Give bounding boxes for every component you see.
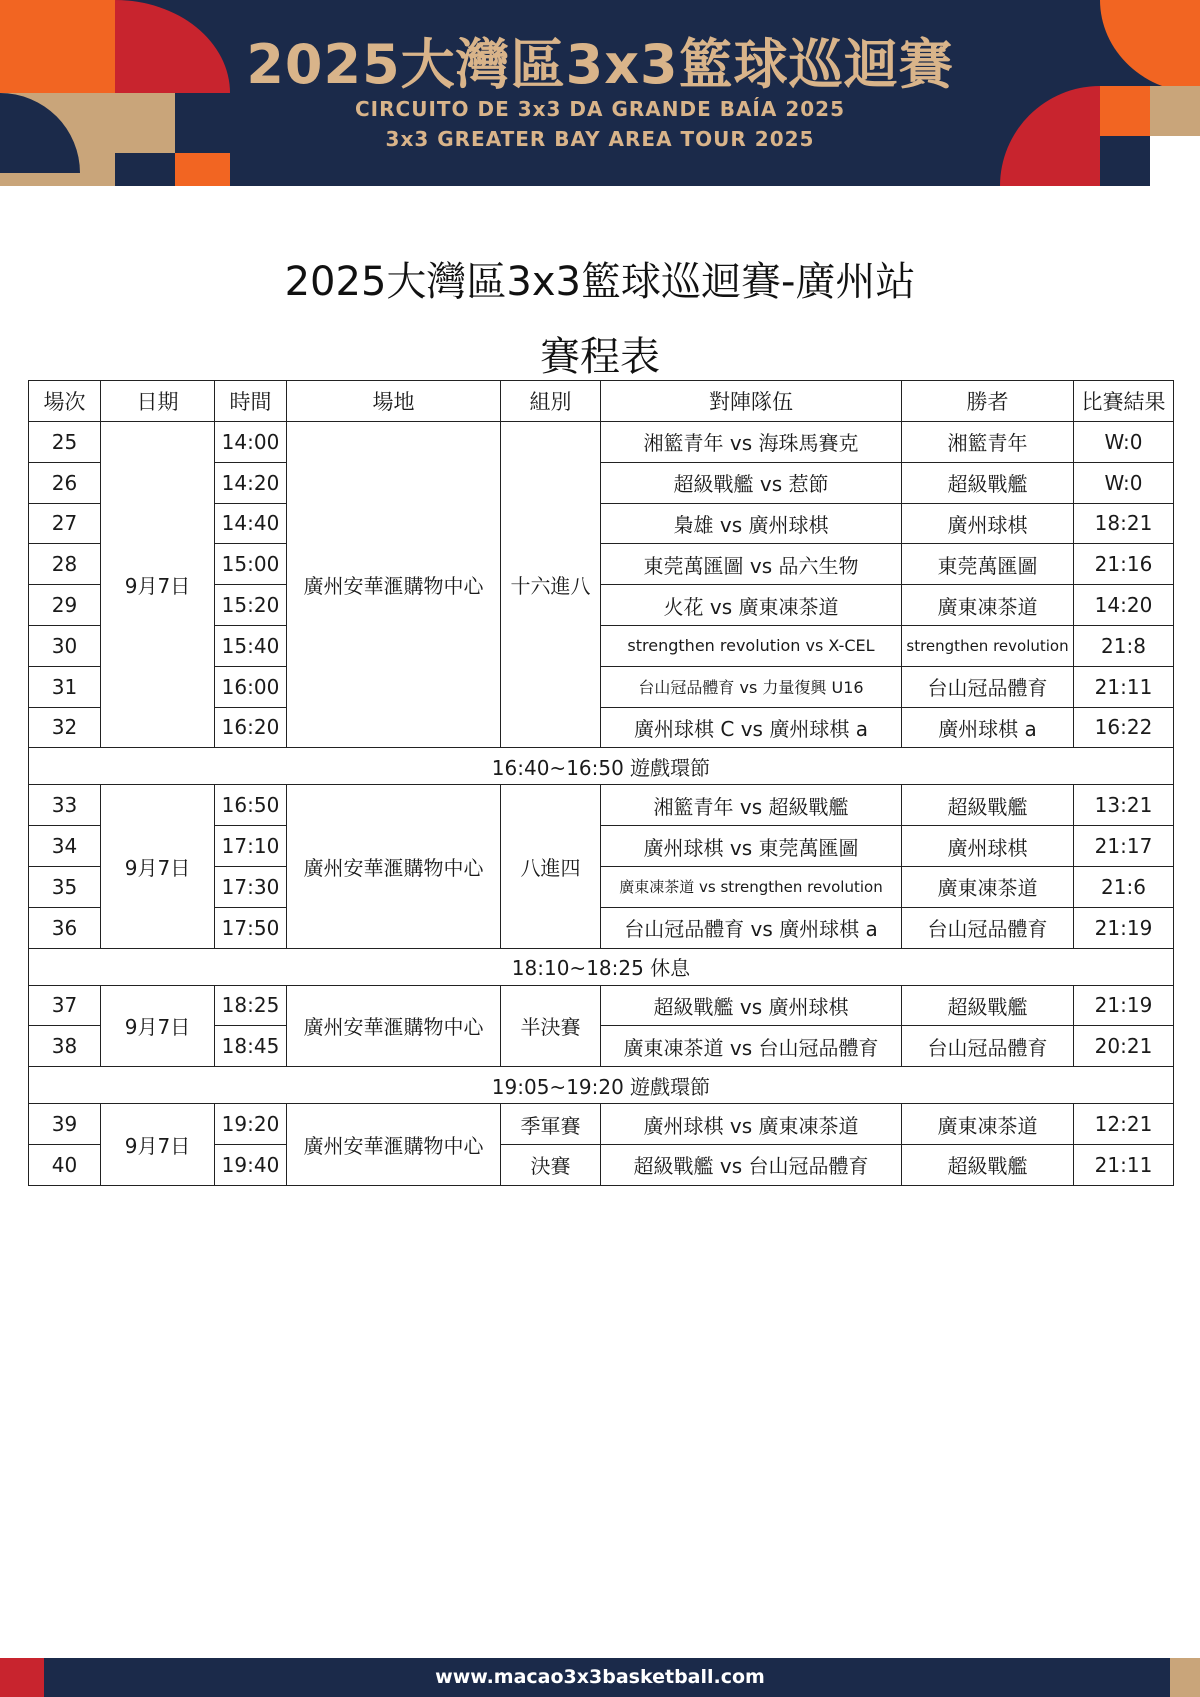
winner: strengthen revolution	[902, 625, 1074, 666]
group-cell: 半決賽	[501, 985, 601, 1067]
venue-cell: 廣州安華滙購物中心	[287, 785, 501, 948]
table-row	[29, 1104, 1174, 1145]
winner: 超級戰艦	[902, 985, 1074, 1026]
winner: 台山冠品體育	[902, 907, 1074, 948]
break-row	[29, 748, 1174, 785]
matchup: 超級戰艦 vs 台山冠品體育	[601, 1144, 902, 1185]
document-title: 2025大灣區3x3籃球巡迴賽-廣州站	[284, 259, 916, 305]
table-header-row	[29, 381, 1174, 422]
game-time: 15:20	[215, 585, 287, 626]
winner: 東莞萬匯圖	[902, 544, 1074, 585]
winner: 湘籃青年	[902, 422, 1074, 463]
game-number: 34	[29, 826, 101, 867]
game-number: 37	[29, 985, 101, 1026]
winner: 超級戰艦	[902, 785, 1074, 826]
game-number: 39	[29, 1104, 101, 1145]
matchup: 廣州球棋 vs 東莞萬匯圖	[601, 826, 902, 867]
venue-cell: 廣州安華滙購物中心	[287, 985, 501, 1067]
result: W:0	[1074, 462, 1174, 503]
game-number: 35	[29, 866, 101, 907]
matchup: 廣東凍茶道 vs 台山冠品體育	[601, 1026, 902, 1067]
winner: 超級戰艦	[902, 1144, 1074, 1185]
matchup: 廣州球棋 vs 廣東凍茶道	[601, 1104, 902, 1145]
matchup: 超級戰艦 vs 廣州球棋	[601, 985, 902, 1026]
schedule-table	[28, 380, 1174, 1186]
column-header: 日期	[101, 381, 215, 422]
column-header: 勝者	[902, 381, 1074, 422]
date-cell: 9月7日	[101, 985, 215, 1067]
document-subtitle: 賽程表	[540, 334, 660, 380]
game-number: 32	[29, 707, 101, 748]
table-row	[29, 422, 1174, 463]
venue-cell: 廣州安華滙購物中心	[287, 1104, 501, 1186]
result: 21:8	[1074, 625, 1174, 666]
winner: 台山冠品體育	[902, 666, 1074, 707]
result: 21:19	[1074, 985, 1174, 1026]
result: 21:16	[1074, 544, 1174, 585]
game-number: 29	[29, 585, 101, 626]
break-row	[29, 948, 1174, 985]
banner-subtitle-portuguese: CIRCUITO DE 3x3 DA GRANDE BAÍA 2025	[355, 97, 845, 121]
game-number: 31	[29, 666, 101, 707]
column-header: 組別	[501, 381, 601, 422]
winner: 廣州球棋	[902, 503, 1074, 544]
header-banner	[0, 0, 1200, 186]
column-header: 場地	[287, 381, 501, 422]
game-time: 14:00	[215, 422, 287, 463]
matchup: 湘籃青年 vs 海珠馬賽克	[601, 422, 902, 463]
winner: 台山冠品體育	[902, 1026, 1074, 1067]
game-number: 40	[29, 1144, 101, 1185]
table-row	[29, 785, 1174, 826]
result: 20:21	[1074, 1026, 1174, 1067]
result: 21:19	[1074, 907, 1174, 948]
column-header: 時間	[215, 381, 287, 422]
group-cell: 十六進八	[501, 422, 601, 748]
game-time: 18:45	[215, 1026, 287, 1067]
result: 16:22	[1074, 707, 1174, 748]
date-cell: 9月7日	[101, 785, 215, 948]
date-cell: 9月7日	[101, 1104, 215, 1186]
column-header: 比賽結果	[1074, 381, 1174, 422]
footer-bar	[0, 1658, 1200, 1697]
result: 14:20	[1074, 585, 1174, 626]
column-header: 場次	[29, 381, 101, 422]
date-cell: 9月7日	[101, 422, 215, 748]
matchup: 東莞萬匯圖 vs 品六生物	[601, 544, 902, 585]
table-row	[29, 985, 1174, 1026]
winner: 廣東凍茶道	[902, 1104, 1074, 1145]
game-time: 16:00	[215, 666, 287, 707]
game-time: 19:40	[215, 1144, 287, 1185]
game-time: 15:40	[215, 625, 287, 666]
game-time: 16:20	[215, 707, 287, 748]
matchup: 湘籃青年 vs 超級戰艦	[601, 785, 902, 826]
game-time: 19:20	[215, 1104, 287, 1145]
group-cell: 八進四	[501, 785, 601, 948]
winner: 超級戰艦	[902, 462, 1074, 503]
matchup: 廣東凍茶道 vs strengthen revolution	[601, 866, 902, 907]
game-time: 17:50	[215, 907, 287, 948]
break-label: 18:10~18:25 休息	[29, 948, 1174, 985]
game-time: 18:25	[215, 985, 287, 1026]
matchup: 火花 vs 廣東凍茶道	[601, 585, 902, 626]
matchup: 台山冠品體育 vs 力量復興 U16	[601, 666, 902, 707]
matchup: 廣州球棋 C vs 廣州球棋 a	[601, 707, 902, 748]
break-label: 16:40~16:50 遊戲環節	[29, 748, 1174, 785]
group-cell: 季軍賽	[501, 1104, 601, 1145]
winner: 廣州球棋	[902, 826, 1074, 867]
result: 18:21	[1074, 503, 1174, 544]
game-number: 33	[29, 785, 101, 826]
matchup: 梟雄 vs 廣州球棋	[601, 503, 902, 544]
game-time: 16:50	[215, 785, 287, 826]
winner: 廣州球棋 a	[902, 707, 1074, 748]
break-label: 19:05~19:20 遊戲環節	[29, 1067, 1174, 1104]
group-cell: 決賽	[501, 1144, 601, 1185]
result: 12:21	[1074, 1104, 1174, 1145]
game-number: 36	[29, 907, 101, 948]
result: 21:11	[1074, 666, 1174, 707]
result: 21:17	[1074, 826, 1174, 867]
banner-subtitle-english: 3x3 GREATER BAY AREA TOUR 2025	[385, 127, 815, 151]
game-number: 28	[29, 544, 101, 585]
game-time: 14:40	[215, 503, 287, 544]
footer-decoration-right	[1170, 1658, 1200, 1697]
game-time: 14:20	[215, 462, 287, 503]
game-time: 17:10	[215, 826, 287, 867]
matchup: strengthen revolution vs X-CEL	[601, 625, 902, 666]
winner: 廣東凍茶道	[902, 585, 1074, 626]
result: 21:11	[1074, 1144, 1174, 1185]
game-number: 25	[29, 422, 101, 463]
result: 13:21	[1074, 785, 1174, 826]
winner: 廣東凍茶道	[902, 866, 1074, 907]
game-time: 15:00	[215, 544, 287, 585]
game-number: 27	[29, 503, 101, 544]
game-number: 30	[29, 625, 101, 666]
venue-cell: 廣州安華滙購物中心	[287, 422, 501, 748]
matchup: 超級戰艦 vs 惹節	[601, 462, 902, 503]
game-number: 26	[29, 462, 101, 503]
game-time: 17:30	[215, 866, 287, 907]
result: W:0	[1074, 422, 1174, 463]
game-number: 38	[29, 1026, 101, 1067]
footer-website-link[interactable]: www.macao3x3basketball.com	[435, 1666, 765, 1688]
matchup: 台山冠品體育 vs 廣州球棋 a	[601, 907, 902, 948]
break-row	[29, 1067, 1174, 1104]
banner-title: 2025大灣區3x3籃球巡迴賽	[246, 33, 954, 96]
result: 21:6	[1074, 866, 1174, 907]
column-header: 對陣隊伍	[601, 381, 902, 422]
